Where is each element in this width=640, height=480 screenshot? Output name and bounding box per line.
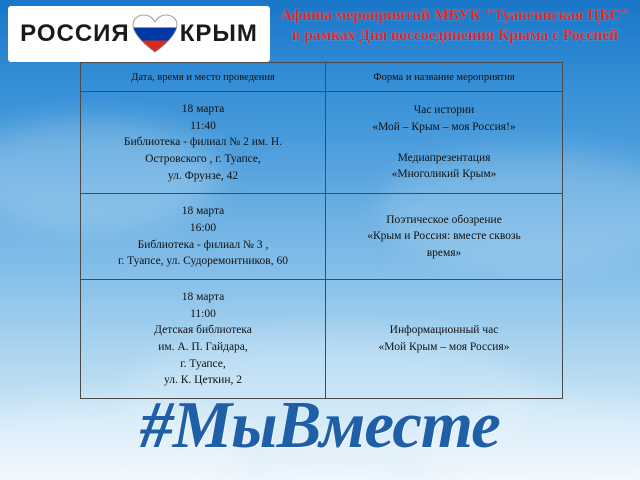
event-block (332, 150, 556, 183)
when-where-line: г. Туапсе, (180, 357, 226, 370)
event-line: Медиапрезентация (397, 151, 491, 164)
cell-when-where (81, 194, 326, 280)
table-row (81, 92, 563, 194)
when-where-line: Детская библиотека (154, 324, 252, 337)
event-line: Час истории (413, 104, 475, 117)
hashtag-banner: #МыВместе (140, 388, 500, 462)
title-line-1: Афиша мероприятий МБУК "Туапсинская ЦБС" (280, 7, 630, 24)
table-header-row (81, 63, 563, 92)
cell-event (326, 280, 563, 399)
event-line: Поэтическое обозрение (386, 213, 502, 226)
event-block (332, 212, 556, 262)
cell-when-where (81, 280, 326, 399)
when-where-line: 18 марта (181, 291, 225, 304)
logo-russia-crimea (8, 6, 270, 62)
when-where-line: г. Туапсе, ул. Судоремонтников, 60 (118, 255, 288, 268)
page-title (276, 6, 634, 46)
event-line: время» (426, 247, 462, 260)
when-where-line: 11:40 (190, 119, 216, 132)
when-where-line: ул. Фрунзе, 42 (167, 169, 239, 182)
table-row (81, 280, 563, 399)
title-line-2: в рамках Дня воссоединения Крыма с Россией (291, 26, 619, 44)
cell-event (326, 194, 563, 280)
table-body (81, 92, 563, 399)
cell-event (326, 92, 563, 194)
event-line: Информационный час (389, 324, 499, 337)
russian-flag-heart-icon (132, 14, 178, 54)
schedule-table-wrapper (80, 62, 562, 399)
when-where-line: 18 марта (181, 103, 225, 115)
cell-when-where (81, 92, 326, 194)
when-where-line: 16:00 (189, 222, 217, 235)
table-row (81, 194, 563, 280)
when-where-line: им. А. П. Гайдара, (158, 341, 248, 354)
event-block (332, 102, 556, 135)
column-header-event: Форма и название мероприятия (326, 63, 563, 92)
logo-text-crimea: КРЫМ (179, 20, 258, 47)
event-line: «Крым и Россия: вместе сквозь (367, 230, 521, 243)
when-where-line: 18 марта (181, 205, 225, 218)
when-where-line: ул. К. Цеткин, 2 (164, 374, 242, 387)
when-where-line: Островского , г. Туапсе, (145, 153, 261, 166)
event-line: «Мой – Крым – моя Россия!» (372, 121, 516, 133)
column-header-when-where: Дата, время и место проведения (81, 63, 326, 92)
logo-text-russia: РОССИЯ (20, 20, 130, 47)
event-line: «Мой Крым – моя Россия» (378, 341, 510, 354)
when-where-line: 11:00 (190, 307, 216, 320)
when-where-line: Библиотека - филиал № 3 , (137, 238, 269, 251)
event-line: «Многоликий Крым» (391, 168, 497, 181)
schedule-table (80, 62, 563, 399)
event-block (332, 322, 556, 355)
table-header (81, 63, 563, 92)
when-where-line: Библиотека - филиал № 2 им. Н. (123, 136, 283, 149)
